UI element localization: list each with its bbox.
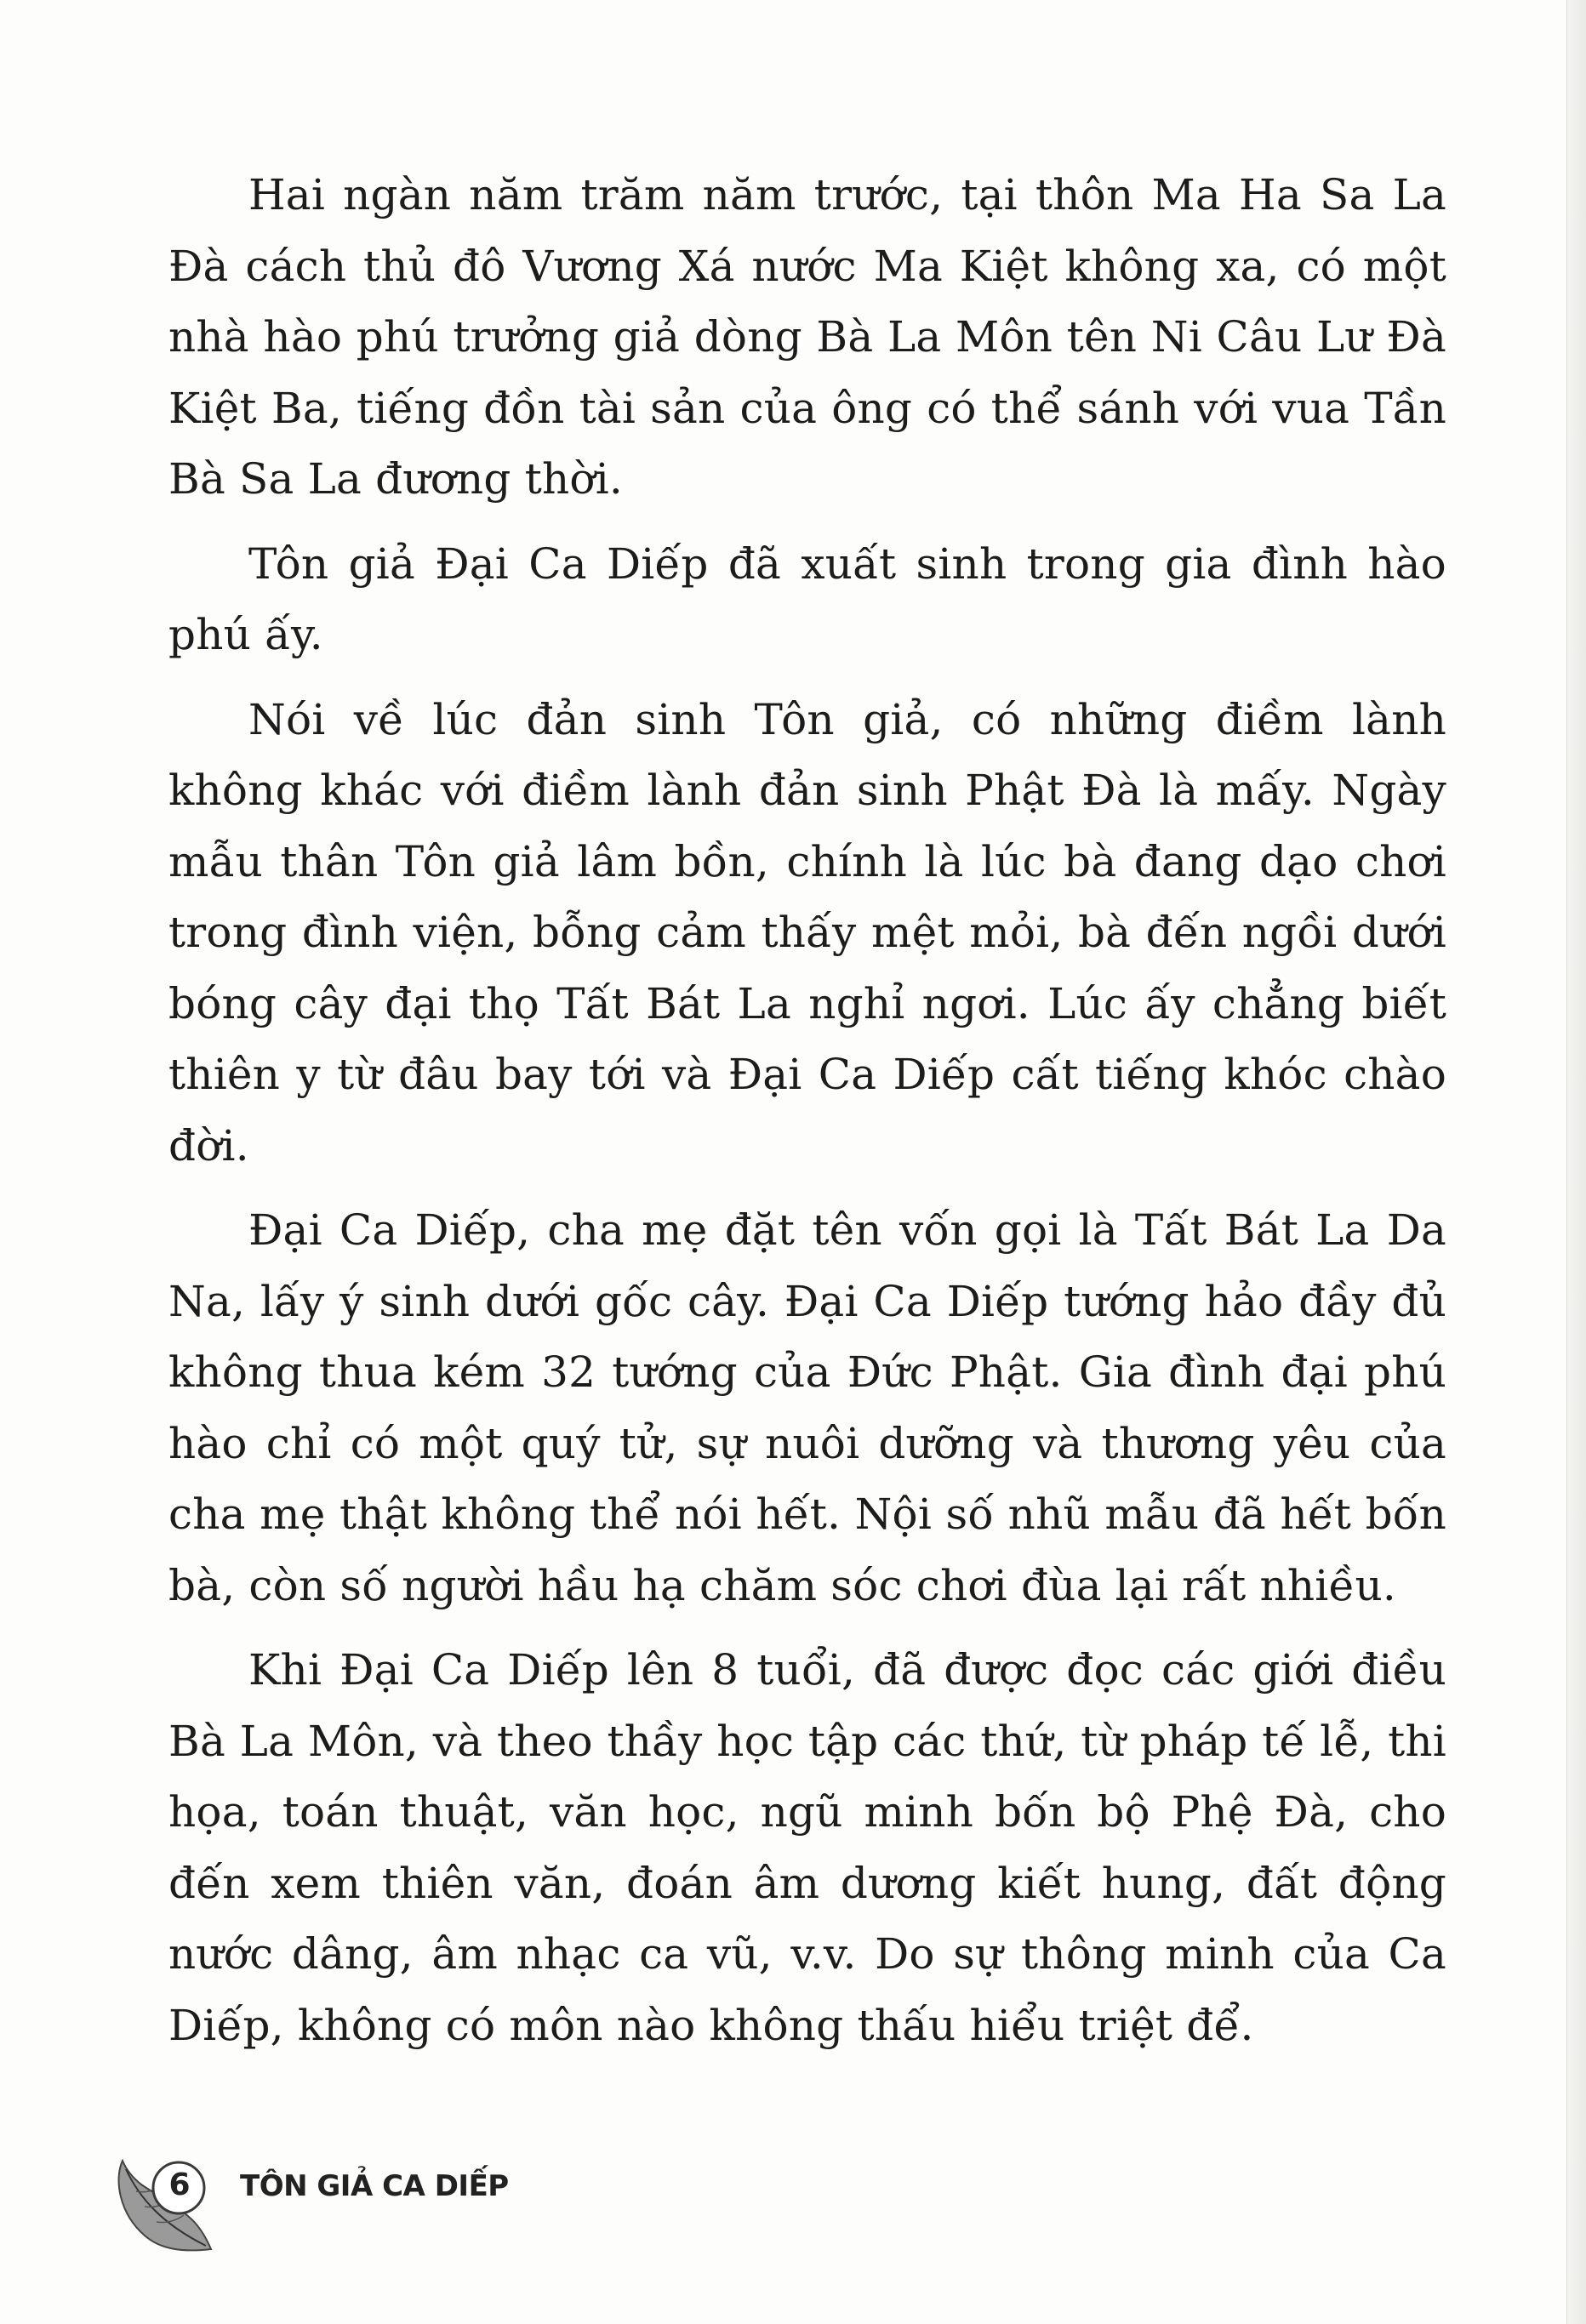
page-edge-shadow (1566, 0, 1586, 2324)
paragraph-4: Đại Ca Diếp, cha mẹ đặt tên vốn gọi là Tất Bát La Da Na, lấy ý sinh dưới gốc cây. Đại Ca Diếp tướng hảo đầy đủ không thua kém 32 tướng của Đức Phật. Gia đình đại phú hào chỉ có một quý tử, sự nuôi dưỡng và thương yêu của cha mẹ thật không thể nói hết. Nội số nhũ mẫu đã hết bốn bà, còn số người hầu hạ chăm sóc chơi đùa lại rất nhiều. (168, 1205, 1446, 1610)
running-title: TÔN GIẢ CA DIẾP (240, 2169, 509, 2203)
paragraph-1: Hai ngàn năm trăm năm trước, tại thôn Ma Ha Sa La Đà cách thủ đô Vương Xá nước Ma Kiệt không xa, có một nhà hào phú trưởng giả dòng Bà La Môn tên Ni Câu Lư Đà Kiệt Ba, tiếng đồn tài sản của ông có thể sánh với vua Tần Bà Sa La đương thời. (168, 170, 1446, 504)
page-footer (111, 2154, 876, 2264)
paragraph-2: Tôn giả Đại Ca Diếp đã xuất sinh trong gia đình hào phú ấy. (168, 538, 1446, 659)
page-number: 6 (168, 2167, 191, 2202)
paragraph-3: Nói về lúc đản sinh Tôn giả, có những điềm lành không khác với điềm lành đản sinh Phật Đà là mấy. Ngày mẫu thân Tôn giả lâm bồn, chính là lúc bà đang dạo chơi trong đình viện, bỗng cảm thấy mệt mỏi, bà đến ngồi dưới bóng cây đại thọ Tất Bát La nghỉ ngơi. Lúc ấy chẳng biết thiên y từ đâu bay tới và Đại Ca Diếp cất tiếng khóc chào đời. (168, 694, 1446, 1171)
paragraph-5: Khi Đại Ca Diếp lên 8 tuổi, đã được đọc các giới điều Bà La Môn, và theo thầy học tập các thứ, từ pháp tế lễ, thi họa, toán thuật, văn học, ngũ minh bốn bộ Phệ Đà, cho đến xem thiên văn, đoán âm dương kiết hung, đất động nước dâng, âm nhạc ca vũ, v.v. Do sự thông minh của Ca Diếp, không có môn nào không thấu hiểu triệt để. (168, 1645, 1446, 2050)
body-text (168, 160, 1446, 2075)
